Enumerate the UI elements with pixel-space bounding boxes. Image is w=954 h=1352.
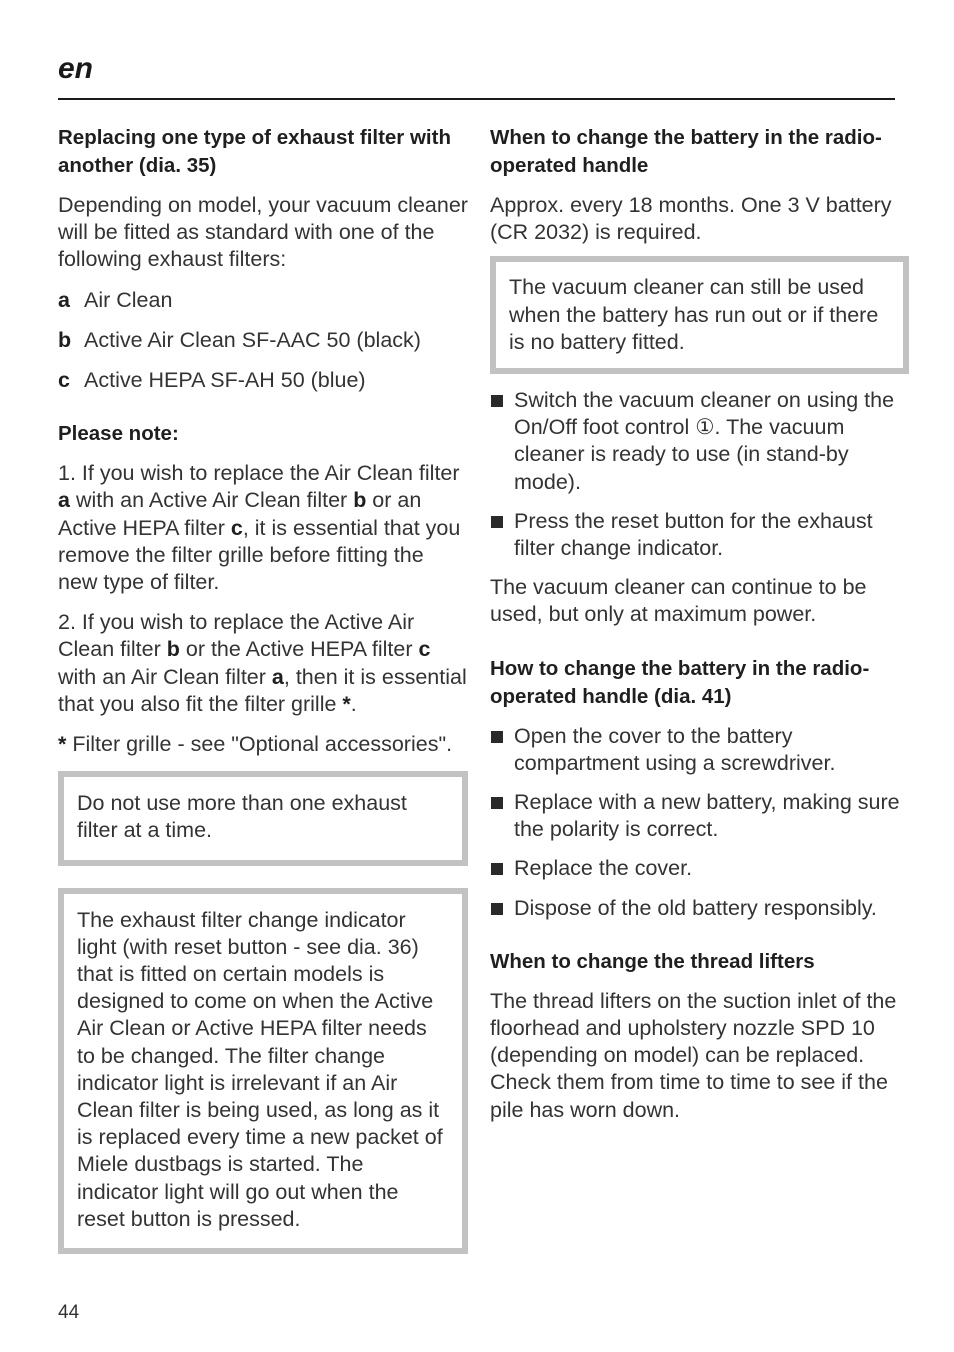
section-heading-how-to-change-battery: How to change the battery in the radio-operated handle (dia. 41) xyxy=(490,656,870,708)
page-number: 44 xyxy=(58,1302,80,1323)
right-column xyxy=(490,124,900,1124)
bullet-text: Dispose of the old battery responsibly. xyxy=(514,895,877,920)
section-heading-battery-change: When to change the battery in the radio-operated handle xyxy=(490,126,882,177)
footnote: * Filter grille - see "Optional accessories". xyxy=(58,732,453,757)
info-text: The vacuum cleaner can still be used when the battery has run out or if there is no battery fitted. xyxy=(509,275,879,354)
section-heading-thread-lifters: When to change the thread lifters xyxy=(490,949,815,973)
list-item xyxy=(490,387,900,496)
note-paragraph-1: 1. If you wish to replace the Air Clean filter a with an Active Air Clean filter b or an Active HEPA filter c, it is essential that you remove the filter grille before fitting the new type of filter. xyxy=(58,461,461,595)
battery-interval-paragraph: Approx. every 18 months. One 3 V battery (CR 2032) is required. xyxy=(490,193,892,245)
info-box-indicator-light xyxy=(58,888,468,1254)
item-label: Active HEPA SF-AH 50 (blue) xyxy=(84,368,366,393)
list-item xyxy=(490,723,900,777)
bullet-square-icon xyxy=(491,731,503,743)
please-note-heading: Please note: xyxy=(58,422,179,446)
bullet-text: Open the cover to the battery compartment using a screwdriver. xyxy=(514,723,836,775)
bullet-square-icon xyxy=(491,516,503,528)
thread-lifters-check-paragraph: Check them from time to time to see if the pile has worn down. xyxy=(490,1070,888,1122)
header-rule xyxy=(58,98,895,100)
bullet-square-icon xyxy=(491,903,503,915)
warning-text: Do not use more than one exhaust filter at a time. xyxy=(77,791,407,843)
left-column xyxy=(58,124,468,1254)
language-label: en xyxy=(58,52,94,85)
item-marker: b xyxy=(58,327,72,352)
bullet-text: Switch the vacuum cleaner on using the On/Off foot control ①. The vacuum cleaner is ready to use (in stand-by mode). xyxy=(514,388,895,494)
bullet-square-icon xyxy=(491,863,503,875)
thread-lifters-paragraph: The thread lifters on the suction inlet of the floorhead and upholstery nozzle SPD 10 (depending on model) can be replaced. xyxy=(490,988,897,1068)
bullet-square-icon xyxy=(491,797,503,809)
info-text: The exhaust filter change indicator light (with reset button - see dia. 36) that is fitted on certain models is designed to come on when the Active Air Clean or Active HEPA filter needs to be changed. The filter change indicator light is irrelevant if an Air Clean filter is being used, as long as it is replaced every time a new packet of Miele dustbags is started. The indicator light will go out when the reset button is pressed. xyxy=(77,907,443,1231)
item-label: Air Clean xyxy=(84,287,173,312)
list-item xyxy=(58,367,468,394)
bullet-text: Replace with a new battery, making sure the polarity is correct. xyxy=(514,790,900,842)
section-heading-replacing-filter: Replacing one type of exhaust filter with another (dia. 35) xyxy=(58,126,451,177)
continue-paragraph: The vacuum cleaner can continue to be used, but only at maximum power. xyxy=(490,575,867,627)
warning-box-single-filter xyxy=(58,771,468,865)
list-item xyxy=(490,789,900,843)
list-item xyxy=(58,327,468,354)
info-box-battery xyxy=(490,256,909,374)
bullet-text: Replace the cover. xyxy=(514,856,693,881)
bullet-square-icon xyxy=(491,395,503,407)
item-marker: a xyxy=(58,287,70,312)
item-marker: c xyxy=(58,368,70,393)
item-label: Active Air Clean SF-AAC 50 (black) xyxy=(84,327,421,352)
bullet-text: Press the reset button for the exhaust filter change indicator. xyxy=(514,508,873,561)
intro-paragraph: Depending on model, your vacuum cleaner will be fitted as standard with one of the following exhaust filters: xyxy=(58,193,468,272)
list-item xyxy=(490,508,900,562)
list-item xyxy=(58,287,468,314)
note-paragraph-2: 2. If you wish to replace the Active Air Clean filter b or the Active HEPA filter c with an Air Clean filter a, then it is essential that you also fit the filter grille *. xyxy=(58,610,467,716)
list-item xyxy=(490,855,900,882)
list-item xyxy=(490,895,900,922)
